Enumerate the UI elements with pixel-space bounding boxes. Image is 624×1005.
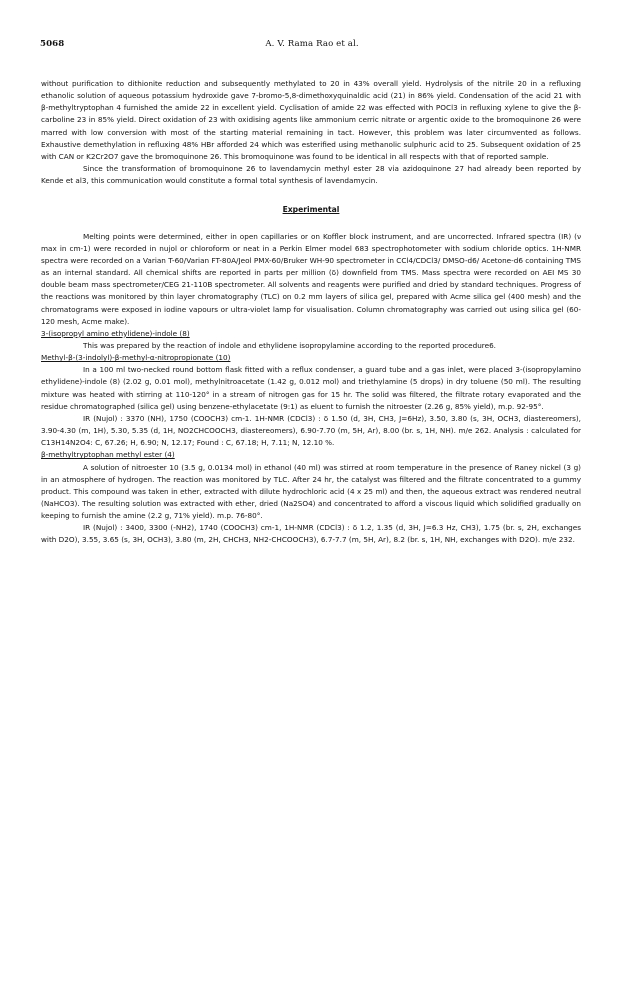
paragraph-compound-10-spectra: IR (Nujol) : 3370 (NH), 1750 (COOCH3) cm-1. 1H-NMR (CDCl3) : δ 1.50 (d, 3H, CH3, J=6Hz), 3.50, 3.80 (s, 3H, OCH3, diastereomers), 3.90-4.30 (m, 1H), 5.30, 5.35 (d, 1H, NO2CHCOOCH3, diastereomers), 6.90-7.70 (m, 5H, Ar), 8.00 (br. s, 1H, NH). m/e 262. Analysis : calculated for C13H14N2O4: C, 67.26; H, 6.90; N, 12.17; Found : C, 67.18; H, 7.11; N, 12.10 %. <box>41 413 581 448</box>
subheading-compound-8: 3-(isopropyl amino ethylidene)-indole (8) <box>41 328 190 338</box>
paragraph-compound-10-procedure: In a 100 ml two-necked round bottom flask fitted with a reflux condenser, a guard tube and a gas inlet, were placed 3-(isopropylamino ethylidene)-indole (8) (2.02 g, 0.01 mol), methylnitroacetate (1.42 g, 0.012 mol) and triethylamine (5 drops) in dry toluene (50 ml). The resulting mixture was heated with stirring at 110-120° in a stream of nitrogen gas for 15 hr. The solid was filtered, the filtrate rotary evaporated and the residue chromatographed (silica gel) using benzene-ethylacetate (9:1) as eluent to furnish the nitroester (2.26 g, 85% yield), m.p. 92-95°. <box>41 365 581 411</box>
article-body <box>41 78 581 547</box>
subheading-compound-10: Methyl-β-(3-indolyl)-β-methyl-α-nitropropionate (10) <box>41 353 231 363</box>
running-title: A. V. Rama Rao et al. <box>265 39 359 49</box>
paragraph-general-methods: Melting points were determined, either in open capillaries or on Koffler block instrument, and are uncorrected. Infrared spectra (IR) (ν max in cm-1) were recorded in nujol or chloroform or neat in a Perkin Elmer model 683 spectrophotometer with sodium chloride optics. 1H-NMR spectra were recorded on a Varian T-60/Varian FT-80A/Jeol PMX-60/Bruker WH-90 spectrometer in CCl4/CDCl3/ DMSO-d6/ Acetone-d6 containing TMS as an internal standard. All chemical shifts are reported in parts per million (δ) downfield from TMS. Mass spectra were recorded on AEI MS 30 double beam mass spectrometer/CEG 21-110B spectrometer. All solvents and reagents were purified and dried by standard techniques. Progress of the reactions was monitored by thin layer chromatography (TLC) on 0.2 mm layers of silica gel, prepared with Acme silica gel (400 mesh) and the chromatograms were exposed in iodine vapours or ultra-violet lamp for visualisation. Column chromatography was carried out using silica gel (60-120 mesh, Acme make). <box>41 231 581 326</box>
paragraph-compound-8: This was prepared by the reaction of indole and ethylidene isopropylamine according to the reported procedure6. <box>83 340 496 350</box>
paragraph-compound-4-procedure: A solution of nitroester 10 (3.5 g, 0.0134 mol) in ethanol (40 ml) was stirred at room temperature in the presence of Raney nickel (3 g) in an atmosphere of hydrogen. The reaction was monitored by TLC. After 24 hr, the catalyst was filtered and the filtrate concentrated to a gummy product. This compound was taken in ether, extracted with dilute hydrochloric acid (4 x 25 ml) and then, the aqueous extract was rendered neutral (NaHCO3). The resulting solution was extracted with ether, dried (Na2SO4) and concentrated to afford a viscous liquid which solidified gradually on keeping to furnish the amine (2.2 g, 71% yield). m.p. 76-80°. <box>41 462 581 521</box>
paragraph-formal-synthesis: Since the transformation of bromoquinone 26 to lavendamycin methyl ester 28 via azidoquinone 27 had already been reported by Kende et al3, this communication would constitute a formal total synthesis of lavendamycin. <box>41 164 581 186</box>
page-number: 5068 <box>40 39 65 49</box>
section-heading-experimental: Experimental <box>282 205 340 215</box>
paragraph-synthesis-continuation: without purification to dithionite reduction and subsequently methylated to 20 in 43% overall yield. Hydrolysis of the nitrile 20 in a refluxing ethanolic solution of aqueous potassium hydroxide gave 7-bromo-5,8-dimethoxyquinaldic acid (21) in 86% yield. Condensation of the acid 21 with β-methyltryptophan 4 furnished the amide 22 in excellent yield. Cyclisation of amide 22 was effected with POCl3 in refluxing xylene to give the β-carboline 23 in 85% yield. Direct oxidation of 23 with oxidising agents like ammonium cerric nitrate or argentic oxide to the bromoquinone 26 were marred with low conversion with most of the starting material remaining in tact. However, this problem was later circumvented as follows. Exhaustive demethylation in refluxing 48% HBr afforded 24 which was esterified using methanolic sulphuric acid to 25. Subsequent oxidation of 25 with CAN or K2Cr2O7 gave the bromoquinone 26. This bromoquinone was found to be identical in all respects with that of reported sample. <box>41 79 581 161</box>
subheading-compound-4: β-methyltryptophan methyl ester (4) <box>41 450 175 460</box>
paragraph-compound-4-spectra: IR (Nujol) : 3400, 3300 (-NH2), 1740 (COOCH3) cm-1, 1H-NMR (CDCl3) : δ 1.2, 1.35 (d, 3H, J=6.3 Hz, CH3), 1.75 (br. s, 2H, exchanges with D2O), 3.55, 3.65 (s, 3H, OCH3), 3.80 (m, 2H, CHCH3, NH2-CHCOOCH3), 6.7-7.7 (m, 5H, Ar), 8.2 (br. s, 1H, NH, exchanges with D2O). m/e 232. <box>41 523 581 545</box>
